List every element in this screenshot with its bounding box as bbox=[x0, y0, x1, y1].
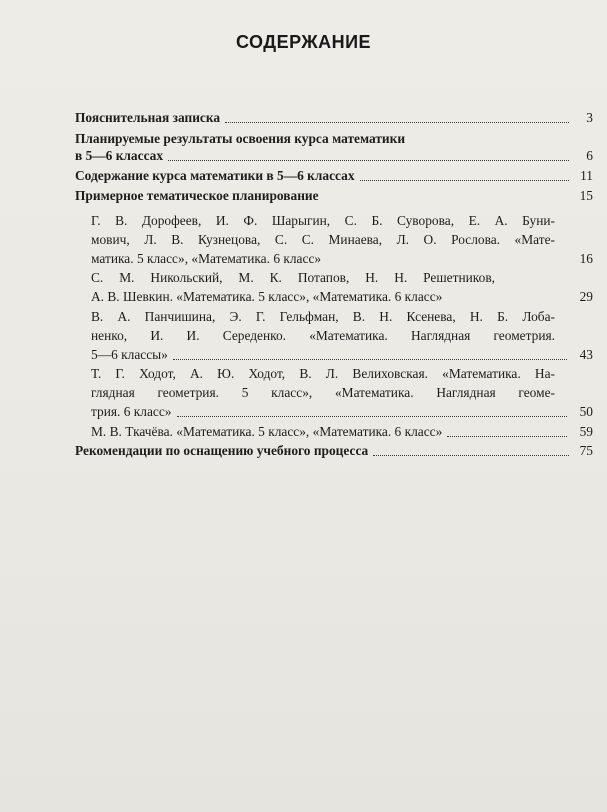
toc-subentry-line: А. В. Шевкин. «Математика. 5 класс», «Математика. 6 класс» bbox=[91, 289, 443, 304]
toc-page-number: 59 bbox=[579, 424, 593, 439]
toc-subentry-line: глядная геометрия. 5 класс», «Математика. Наглядная геоме- bbox=[91, 385, 555, 400]
toc-entry-title: Пояснительная записка bbox=[75, 110, 221, 125]
toc-page-number: 3 bbox=[586, 110, 593, 125]
toc-leader-dots bbox=[168, 160, 569, 161]
toc-page-number: 29 bbox=[579, 289, 593, 304]
toc-leader-dots bbox=[373, 455, 569, 456]
toc-subentry-line: матика. 5 класс», «Математика. 6 класс» bbox=[91, 251, 322, 266]
toc-entry-planned-results[interactable] bbox=[75, 131, 593, 167]
toc-subentry-panchishina[interactable] bbox=[91, 309, 593, 365]
toc-entry-title: Содержание курса математики в 5—6 классах bbox=[75, 168, 355, 183]
toc-subentry-dorofeev[interactable] bbox=[91, 213, 593, 269]
toc-page-number: 16 bbox=[579, 251, 593, 266]
toc-leader-dots bbox=[447, 436, 567, 437]
toc-subentry-tkacheva[interactable] bbox=[91, 424, 593, 442]
toc-subentry-line: Г. В. Дорофеев, И. Ф. Шарыгин, С. Б. Суворова, Е. А. Буни- bbox=[91, 213, 555, 228]
toc-subentry-line: М. В. Ткачёва. «Математика. 5 класс», «Математика. 6 класс» bbox=[91, 424, 443, 439]
toc-subentry-line: 5—6 классы» bbox=[91, 347, 168, 362]
toc-entry-explanatory-note[interactable] bbox=[75, 110, 593, 128]
toc-leader-dots bbox=[173, 359, 567, 360]
toc-subentry-khodot[interactable] bbox=[91, 366, 593, 422]
toc-entry-title-line1: Планируемые результаты освоения курса математики bbox=[75, 131, 406, 146]
toc-subentry-line: С. М. Никольский, М. К. Потапов, Н. Н. Решетников, bbox=[91, 270, 495, 285]
toc-entry-title-line2: в 5—6 классах bbox=[75, 148, 164, 163]
toc-page-number: 75 bbox=[579, 443, 593, 458]
toc-entry-title: Рекомендации по оснащению учебного процесса bbox=[75, 443, 369, 458]
toc-leader-dots bbox=[360, 180, 569, 181]
toc-subentry-line: мович, Л. В. Кузнецова, С. С. Минаева, Л. О. Рослова. «Мате- bbox=[91, 232, 555, 247]
toc-subentry-line: ненко, И. И. Середенко. «Математика. Наглядная геометрия. bbox=[91, 328, 555, 343]
toc-entry-title: Примерное тематическое планирование bbox=[75, 188, 319, 203]
toc-page-number: 11 bbox=[580, 168, 593, 183]
toc-page-number: 43 bbox=[579, 347, 593, 362]
toc-entry-course-content[interactable] bbox=[75, 168, 593, 186]
toc-page-number: 15 bbox=[579, 188, 593, 203]
toc-page-number: 50 bbox=[579, 404, 593, 419]
toc-leader-dots bbox=[225, 122, 569, 123]
toc-entry-thematic-planning[interactable] bbox=[75, 188, 593, 206]
page-title: СОДЕРЖАНИЕ bbox=[235, 32, 372, 52]
toc-entry-recommendations[interactable] bbox=[75, 443, 593, 461]
toc-subentry-line: трия. 6 класс» bbox=[91, 404, 172, 419]
toc-subentry-line: В. А. Панчишина, Э. Г. Гельфман, В. Н. Ксенева, Н. Б. Лоба- bbox=[91, 309, 555, 324]
toc-page-number: 6 bbox=[586, 148, 593, 163]
toc-leader-dots bbox=[177, 416, 568, 417]
toc-subentry-line: Т. Г. Ходот, А. Ю. Ходот, В. Л. Велиховская. «Математика. На- bbox=[91, 366, 555, 381]
toc-subentry-nikolsky[interactable] bbox=[91, 270, 593, 308]
